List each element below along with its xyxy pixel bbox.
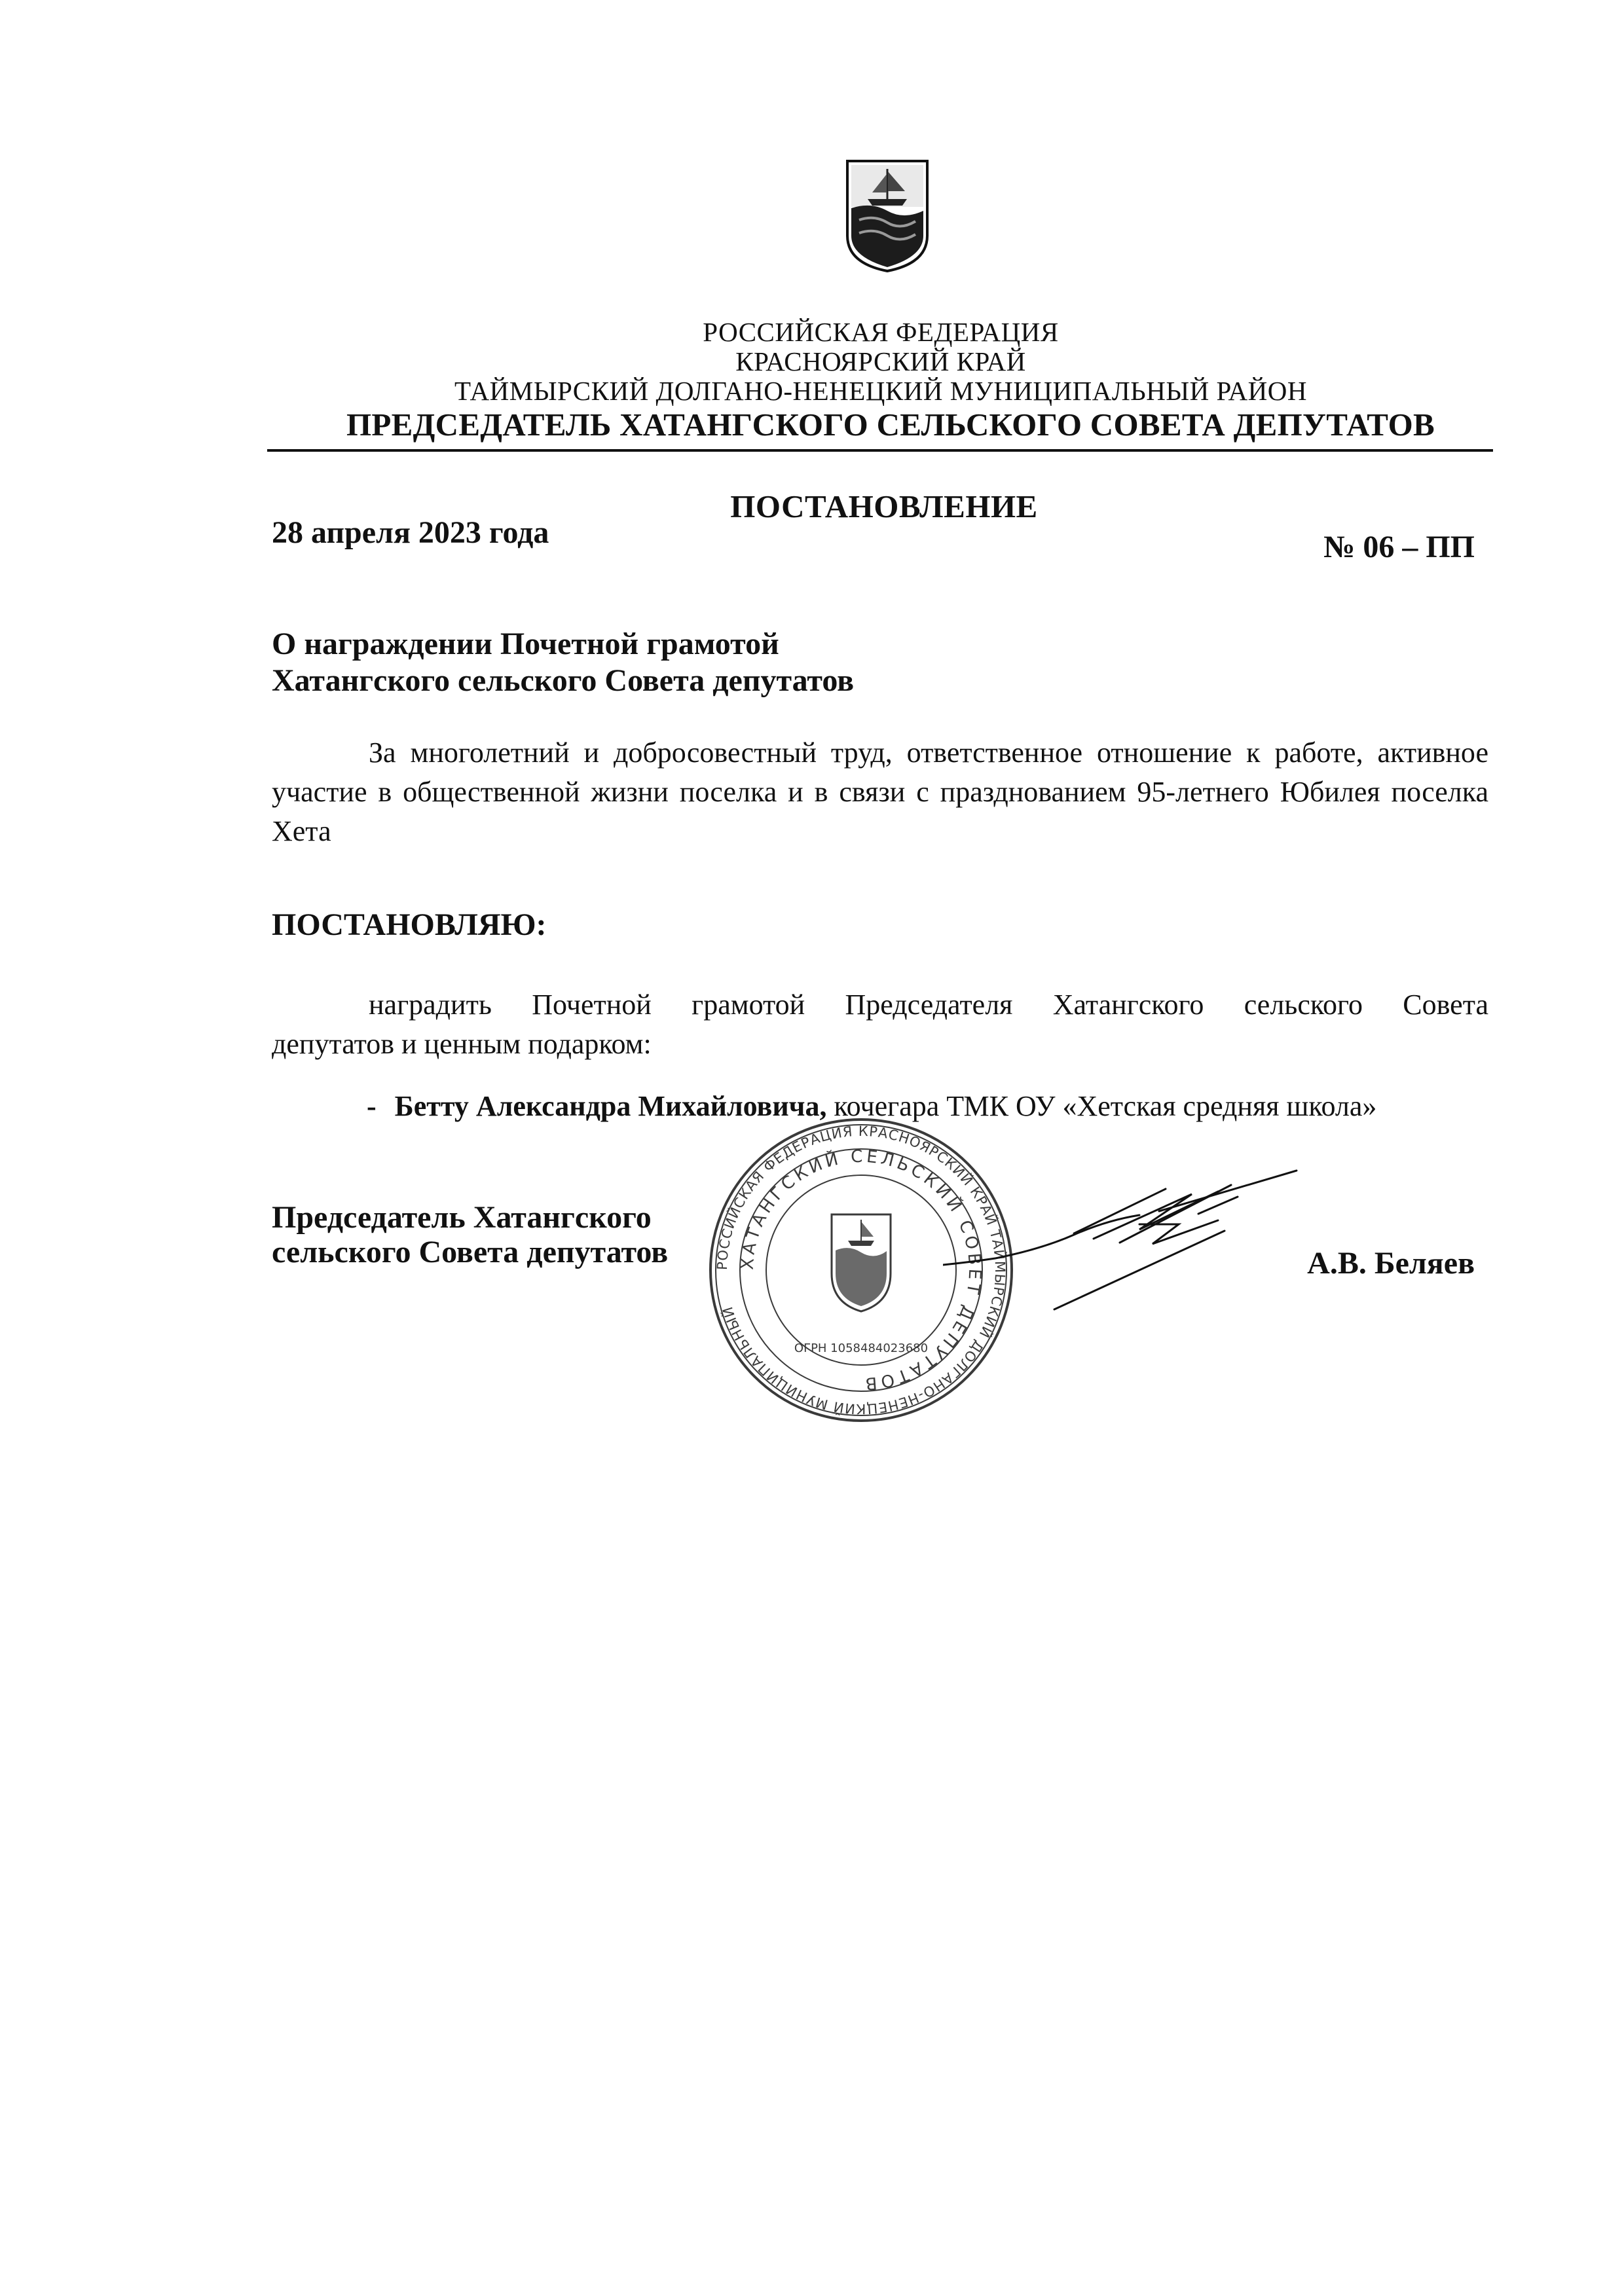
resolve-heading: ПОСТАНОВЛЯЮ:: [272, 907, 547, 942]
list-dash: -: [367, 1090, 377, 1122]
signatory-name: А.В. Беляев: [1307, 1246, 1475, 1281]
header-divider: [267, 449, 1493, 452]
subject-line-1: О награждении Почетной грамотой: [272, 627, 779, 661]
coat-of-arms-icon: [845, 158, 930, 274]
stamp-outer-text: РОССИЙСКАЯ ФЕДЕРАЦИЯ КРАСНОЯРСКИЙ КРАЙ ТАЙМЫРСКИЙ ДОЛГАНО-НЕНЕЦКИЙ МУНИЦИПАЛЬНЫЙ: [714, 1123, 1008, 1417]
header-region: КРАСНОЯРСКИЙ КРАЙ: [735, 346, 1026, 376]
decision-paragraph: [272, 985, 1488, 1064]
signatory-role-line-1: Председатель Хатангского: [272, 1200, 652, 1235]
awardee-position: кочегара ТМК ОУ «Хетская средняя школа»: [834, 1090, 1377, 1122]
document-date: 28 апреля 2023 года: [272, 515, 549, 550]
preamble-paragraph: [272, 733, 1488, 851]
document-type: ПОСТАНОВЛЕНИЕ: [730, 488, 1038, 524]
preamble-text: За многолетний и добросовестный труд, ответственное отношение к работе, активное участие в общественной жизни поселка и в связи с празднованием 95-летнего Юбилея поселка Хета: [272, 737, 1488, 847]
handwritten-signature: [943, 1165, 1310, 1316]
decision-line-1: наградить Почетной грамотой Председателя Хатангского сельского Совета: [369, 989, 1488, 1021]
awardee-name: Бетту Александра Михайловича,: [394, 1090, 827, 1122]
subject-line-2: Хатангского сельского Совета депутатов: [272, 663, 855, 698]
header-authority-title: ПРЕДСЕДАТЕЛЬ ХАТАНГСКОГО СЕЛЬСКОГО СОВЕТА ДЕПУТАТОВ: [346, 407, 1435, 443]
header-country: РОССИЙСКАЯ ФЕДЕРАЦИЯ: [703, 317, 1059, 347]
stamp-ogrn: ОГРН 1058484023680: [794, 1341, 929, 1355]
header-district: ТАЙМЫРСКИЙ ДОЛГАНО-НЕНЕЦКИЙ МУНИЦИПАЛЬНЫЙ РАЙОН: [454, 376, 1307, 406]
decision-line-2: депутатов и ценным подарком:: [272, 1028, 652, 1060]
document-number: № 06 – ПП: [1323, 530, 1475, 564]
signatory-role-line-2: сельского Совета депутатов: [272, 1235, 669, 1269]
stamp-inner-text: ХАТАНГСКИЙ СЕЛЬСКИЙ СОВЕТ ДЕПУТАТОВ: [737, 1146, 985, 1394]
